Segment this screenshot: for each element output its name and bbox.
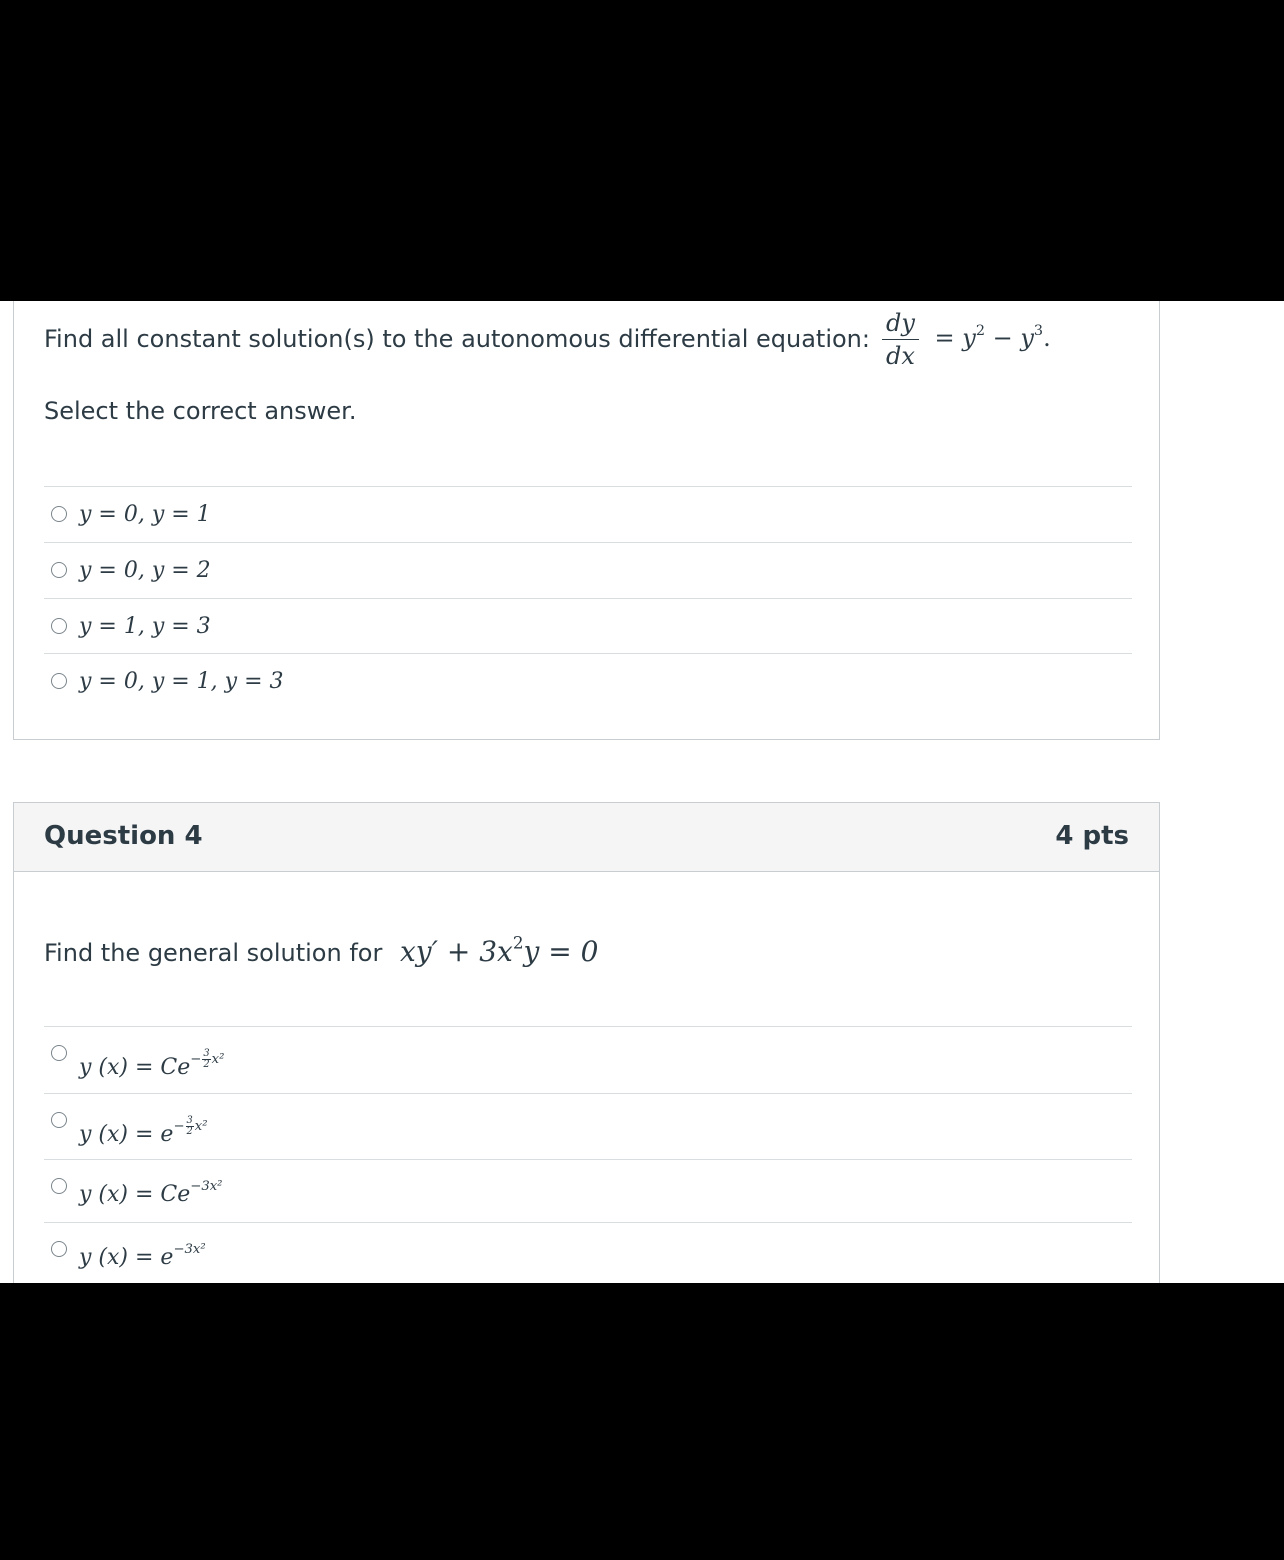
exponent-fraction-denominator: 2 <box>186 1125 193 1137</box>
answer-option[interactable] <box>44 1094 1132 1159</box>
radio-button[interactable] <box>51 562 67 578</box>
equation-part: xy′ + 3x <box>399 935 513 968</box>
question-3-equation <box>876 309 1051 370</box>
answer-option-label <box>79 1174 222 1207</box>
question-4-equation <box>399 932 599 968</box>
rhs-period: . <box>1043 323 1051 352</box>
answer-option-label: y = 0, y = 2 <box>79 557 211 583</box>
question-3-prompt <box>44 301 1051 379</box>
question-title: Question 4 <box>44 821 203 851</box>
radio-button[interactable] <box>51 1045 67 1061</box>
solution-base: y (x) = Ce <box>79 1055 191 1081</box>
solution-base: y (x) = Ce <box>79 1182 191 1207</box>
answer-option-label: y = 0, y = 1 <box>79 501 211 527</box>
equation-part: y = 0 <box>523 935 599 968</box>
question-3-prompt-text: Find all constant solution(s) to the autonomous differential equation: <box>44 325 870 353</box>
answer-option-label <box>79 1041 224 1080</box>
answer-option[interactable] <box>44 487 1132 541</box>
solution-exponent <box>173 1115 208 1137</box>
exponent-fraction-numerator: 3 <box>203 1048 210 1059</box>
answer-option-label <box>79 1108 208 1147</box>
answer-option-label: y = 0, y = 1, y = 3 <box>79 668 284 694</box>
question-4-card <box>13 802 1160 1283</box>
question-4-header <box>14 803 1159 872</box>
answer-option[interactable] <box>44 1027 1132 1093</box>
rhs-exponent: 2 <box>975 322 985 339</box>
answer-option[interactable] <box>44 654 1132 708</box>
answer-option[interactable] <box>44 543 1132 597</box>
radio-button[interactable] <box>51 1241 67 1257</box>
question-points: 4 pts <box>1055 821 1129 851</box>
exponent-fraction <box>186 1116 194 1137</box>
exponent-variable: x² <box>211 1051 225 1067</box>
answer-option[interactable] <box>44 599 1132 653</box>
fraction-denominator: dx <box>885 341 915 370</box>
exponent-fraction-denominator: 2 <box>203 1058 210 1070</box>
rhs-exponent: 3 <box>1033 322 1044 339</box>
rhs-part: − y <box>984 323 1034 352</box>
answer-option[interactable] <box>44 1223 1132 1283</box>
quiz-viewport <box>0 301 1284 1283</box>
solution-base: y (x) = e <box>79 1245 174 1270</box>
radio-button[interactable] <box>51 618 67 634</box>
radio-button[interactable] <box>51 506 67 522</box>
solution-exponent <box>190 1048 225 1070</box>
exponent-fraction-numerator: 3 <box>186 1115 193 1126</box>
radio-button[interactable] <box>51 673 67 689</box>
answer-option-label <box>79 1237 206 1270</box>
exponent-sign: − <box>190 1051 202 1067</box>
question-3-card <box>13 301 1160 740</box>
question-3-instruction: Select the correct answer. <box>44 397 357 425</box>
solution-base: y (x) = e <box>79 1122 174 1148</box>
fraction-numerator: dy <box>882 309 919 340</box>
rhs-part: = y <box>934 323 976 352</box>
question-4-prompt-text: Find the general solution for <box>44 939 383 967</box>
question-4-prompt <box>44 932 599 968</box>
answer-option-label: y = 1, y = 3 <box>79 613 211 639</box>
exponent-variable: x² <box>194 1118 208 1134</box>
derivative-fraction <box>882 309 919 370</box>
equation-exponent: 2 <box>512 932 524 953</box>
exponent-sign: − <box>173 1118 185 1134</box>
solution-exponent: −3x² <box>173 1241 206 1257</box>
radio-button[interactable] <box>51 1112 67 1128</box>
answer-option[interactable] <box>44 1160 1132 1222</box>
radio-button[interactable] <box>51 1178 67 1194</box>
solution-exponent: −3x² <box>190 1178 223 1194</box>
exponent-fraction <box>202 1049 210 1070</box>
